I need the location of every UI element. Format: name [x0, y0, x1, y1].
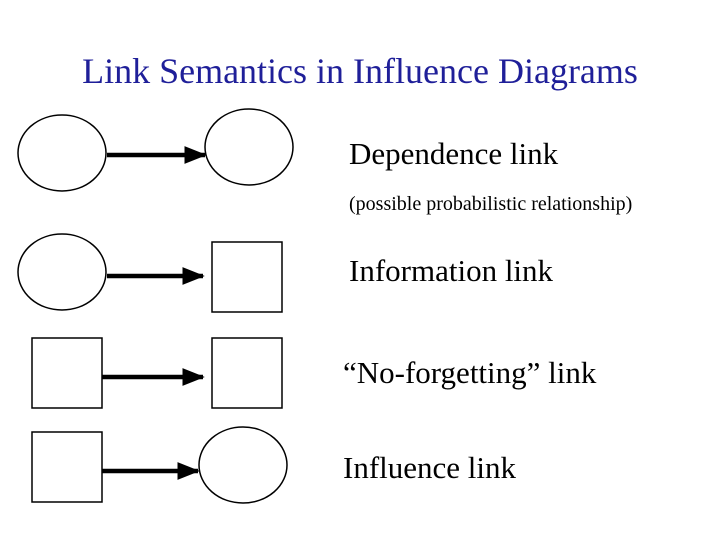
- slide-title: Link Semantics in Influence Diagrams: [82, 51, 638, 91]
- dependence-link-note: (possible probabilistic relationship): [349, 193, 633, 215]
- influence-link-label: Influence link: [343, 450, 517, 485]
- chance-node: [199, 427, 287, 503]
- chance-node: [18, 234, 106, 310]
- dependence-link-label: Dependence link: [349, 136, 559, 171]
- decision-node: [32, 338, 102, 408]
- decision-node: [212, 338, 282, 408]
- no-forgetting-link-label: “No-forgetting” link: [343, 355, 597, 390]
- chance-node: [18, 115, 106, 191]
- chance-node: [205, 109, 293, 185]
- decision-node: [32, 432, 102, 502]
- information-link-label: Information link: [349, 253, 554, 288]
- decision-node: [212, 242, 282, 312]
